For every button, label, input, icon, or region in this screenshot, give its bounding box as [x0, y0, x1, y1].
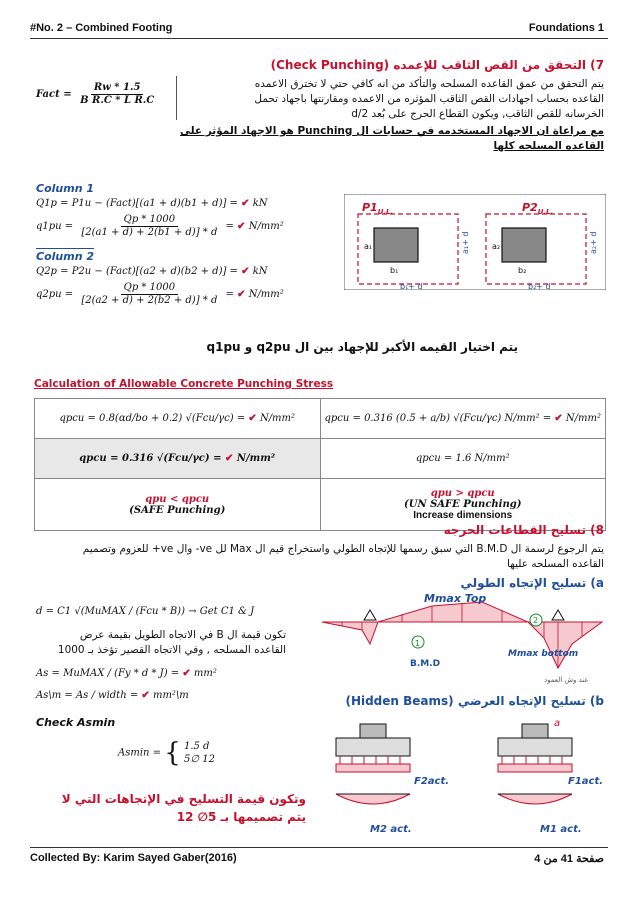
fig1-b1d-label: b₁+ d: [400, 282, 423, 290]
fig1-a2d-label: a₂+ d: [589, 231, 598, 254]
transverse-title: b) تسليح الإتجاه العرضي (Hidden Beams): [345, 694, 604, 708]
fig1-b2d-label: b₂+ d: [528, 282, 551, 290]
section7-note: مع مراعاة ان الاجهاد المستخدمه في حسابات ال Punching هو الاجهاد المؤثر على القاعده المسلحه كلها: [180, 125, 604, 152]
header-rule: [30, 38, 608, 39]
column1-q-eq: Q1p = P1u − (Fact)[(a1 + d)(b1 + d)] = ✔ kN: [36, 198, 268, 209]
column1-qpu-eq: q1pu = $\frac{Qp * 1000}{[2(a1 + d) + 2(b1 + d)] * d}$ = ✔ N/mm²: [36, 214, 284, 238]
as-equation: As = MuMAX / (Fy * d * J) = ✔ mm²: [36, 668, 217, 679]
fig3-f2-label: F2act.: [414, 776, 450, 787]
hidden-beams-figure: [330, 716, 610, 840]
section8-paragraph: يتم الرجوع لرسمة ال B.M.D التي سبق رسمها للإتجاه الطولي واستخراج قيم ال Max لل ve- وال ve+ للعزوم وتصميم القاعده المسلحه عليها: [82, 543, 604, 570]
formula-cell-4: qpcu = 1.6 N/mm²: [320, 439, 606, 479]
column2-q-eq: Q2p = P2u − (Fact)[(a2 + d)(b2 + d)] = ✔ kN: [36, 266, 268, 277]
divider: [176, 76, 177, 120]
allowable-stress-title: Calculation of Allowable Concrete Punching Stress: [34, 378, 334, 390]
fig1-p1-label: $P1_{U.L.}$: [362, 201, 394, 216]
fig1-b2-label: b₂: [518, 266, 527, 275]
fig1-p2-label: $P2_{U.L.}$: [522, 201, 554, 216]
fig1-b1-label: b₁: [390, 266, 399, 275]
footer-rule: [30, 847, 608, 848]
formula-cell-2: qpcu = 0.316 (0.5 + a/b) √(Fcu/γc) N/mm² = ✔ N/mm²: [320, 399, 606, 439]
footer-page: صفحة 41 من 4: [534, 853, 604, 865]
safe-cell: qpu < qpcu (SAFE Punching): [35, 479, 321, 531]
d-equation: d = C1 √(MuMAX / (Fcu * B)) → Get C1 & J: [36, 606, 255, 617]
section7-paragraph: يتم التحقق من عمق القاعده المسلحه والتأكد من انه كافي حتي لا تخترق الاعمده القاعده بحساب اجهادات القص الثاقب المؤثره من الاعمده ومقارنتها باجهاد تحمل الخرسانه للقص الثاقب, ويكون القطاع الحرج على بُعد d/2: [254, 78, 604, 120]
section7-title: 7) التحقق من القص الثاقب للإعمده (Check Punching): [270, 58, 604, 72]
fig1-a1-label: a₁: [364, 242, 373, 251]
column1-title: Column 1: [36, 182, 95, 195]
formula-cell-1: qpcu = 0.8(αd/bo + 0.2) √(Fcu/γc) = ✔ N/mm²: [35, 399, 321, 439]
formula-cell-3: qpcu = 0.316 √(Fcu/γc) = ✔ N/mm²: [35, 439, 321, 479]
fig3-m2-label: M2 act.: [370, 824, 412, 835]
fig1-a2-label: a₂: [492, 242, 501, 251]
check-asmin-label: Check Asmin: [36, 716, 116, 729]
bmd-label: B.M.D: [410, 659, 441, 669]
bmd-point-2: 2: [533, 616, 539, 625]
bmd-watermark: عند وش العمود: [544, 676, 589, 684]
fig3-a-label: a: [554, 718, 561, 729]
choose-max-line: يتم اختيار القيمه الأكبر للإجهاد بين ال q2pu و q1pu: [206, 340, 518, 354]
as-per-m-equation: As\m = As / width = ✔ mm²\m: [36, 690, 189, 701]
bmd-mmax-bottom: Mmax bottom: [508, 649, 579, 659]
longitudinal-title: a) تسليح الإتجاه الطولي: [460, 576, 604, 590]
width-note: تكون قيمة ال B في الاتجاه الطويل بقيمة عرض القاعده المسلحه , وفي الاتجاه القصير تؤخذ بـ 1000: [57, 629, 286, 656]
fact-formula: Fact = $\frac{Rw * 1.5}{\text{B R.C * L R.C}}$: [36, 82, 155, 106]
header-right: Foundations 1: [528, 22, 604, 34]
fig3-f1-label: F1act.: [568, 776, 604, 787]
asmin-equation: Asmin = { 1.5 d 5∅ 12: [118, 738, 215, 768]
column2-title: Column 2: [36, 250, 95, 263]
column2-qpu-eq: q2pu = $\frac{Qp * 1000}{[2(a2 + d) + 2(b2 + d)] * d}$ = ✔ N/mm²: [36, 282, 284, 306]
bmd-figure: [312, 592, 612, 684]
punching-perimeter-figure: [344, 194, 606, 290]
allowable-stress-table: [34, 398, 606, 531]
fig3-m1-label: M1 act.: [540, 824, 582, 835]
header-left: #No. 2 – Combined Footing: [30, 22, 173, 34]
section8-title: 8) تسليح القطاعات الحرجه: [443, 523, 604, 537]
final-reinforcement-note: وتكون قيمة التسليح في الإتجاهات التي لا يتم تصميمها بـ 5∅ 12: [61, 792, 306, 824]
footer-left: Collected By: Karim Sayed Gaber(2016): [30, 852, 237, 864]
fig1-a1d-label: a₁+ d: [461, 231, 470, 254]
bmd-mmax-top: Mmax Top: [424, 592, 487, 605]
unsafe-cell: qpu > qpcu (UN SAFE Punching) Increase dimensions: [320, 479, 606, 531]
bmd-point-1: 1: [415, 639, 421, 648]
